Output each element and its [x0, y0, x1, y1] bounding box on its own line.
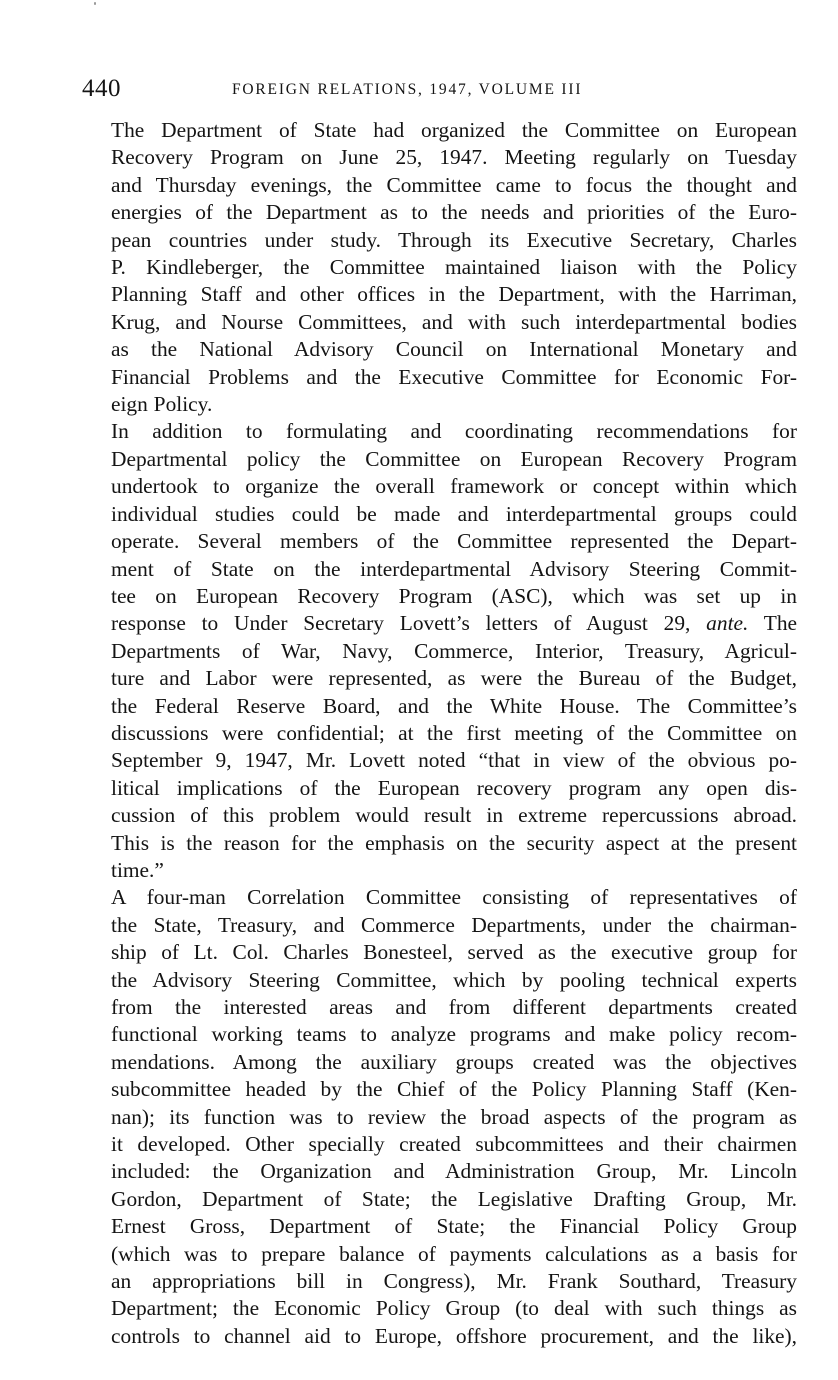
text-line: and Thursday evenings, the Committee came to focus the thought and: [111, 172, 797, 197]
text-line: P. Kindleberger, the Committee maintained liaison with the Policy: [111, 255, 797, 280]
text-line: discussions were confidential; at the first meeting of the Committee on: [111, 720, 797, 745]
text-line: litical implications of the European recovery program any open dis-: [111, 775, 797, 800]
text-line: Departments of War, Navy, Commerce, Interior, Treasury, Agricul-: [111, 638, 797, 663]
text-line: nan); its function was to review the broad aspects of the program as: [111, 1104, 797, 1129]
text-line: operate. Several members of the Committee represented the Depart-: [111, 529, 797, 554]
text-line: Gordon, Department of State; the Legislative Drafting Group, Mr.: [111, 1186, 797, 1211]
text-line: Departmental policy the Committee on European Recovery Program: [111, 446, 797, 471]
page-number: 440: [82, 75, 121, 102]
text-line: ment of State on the interdepartmental Advisory Steering Commit-: [111, 556, 797, 581]
text-line: included: the Organization and Administration Group, Mr. Lincoln: [111, 1159, 797, 1184]
text-line: mendations. Among the auxiliary groups created was the objectives: [111, 1049, 797, 1074]
text-line: Financial Problems and the Executive Committee for Economic For-: [111, 364, 797, 389]
text-line: the State, Treasury, and Commerce Departments, under the chairman-: [111, 912, 797, 937]
text-line: This is the reason for the emphasis on the security aspect at the present: [111, 830, 797, 855]
text-line: In addition to formulating and coordinating recommendations for: [111, 419, 797, 444]
text-line: the Federal Reserve Board, and the White House. The Committee’s: [111, 693, 797, 718]
text-line: an appropriations bill in Congress), Mr. Frank Southard, Treasury: [111, 1269, 797, 1294]
page-header: [82, 74, 802, 108]
text-line: eign Policy.: [111, 392, 213, 417]
text-line: tee on European Recovery Program (ASC), which was set up in: [111, 583, 797, 608]
text-line: energies of the Department as to the needs and priorities of the Euro-: [111, 200, 797, 225]
text-line: the Advisory Steering Committee, which by pooling technical experts: [111, 967, 797, 992]
text-line: functional working teams to analyze programs and make policy recom-: [111, 1022, 797, 1047]
body-text: [89, 117, 797, 1350]
paragraph-2: [89, 418, 797, 884]
text-line: Krug, and Nourse Committees, and with such interdepartmental bodies: [111, 309, 797, 334]
text-line: Planning Staff and other offices in the Department, with the Harriman,: [111, 282, 797, 307]
text-line: A four-man Correlation Committee consisting of representatives of: [111, 885, 797, 910]
text-line: undertook to organize the overall framework or concept within which: [111, 474, 797, 499]
text-line: cussion of this problem would result in extreme repercussions abroad.: [111, 803, 797, 828]
text-line: The Department of State had organized the Committee on European: [111, 118, 797, 142]
running-head: FOREIGN RELATIONS, 1947, VOLUME III: [232, 81, 583, 98]
text-line: from the interested areas and from different departments created: [111, 995, 797, 1019]
text-segment: The: [763, 611, 798, 636]
text-line: subcommittee headed by the Chief of the Policy Planning Staff (Ken-: [111, 1077, 797, 1102]
text-line: it developed. Other specially created subcommittees and their chairmen: [111, 1132, 797, 1157]
text-line: September 9, 1947, Mr. Lovett noted “that in view of the obvious po-: [111, 748, 797, 773]
text-line: individual studies could be made and interdepartmental groups could: [111, 501, 797, 526]
text-line: Department; the Economic Policy Group (to deal with such things as: [111, 1296, 797, 1321]
text-line: ship of Lt. Col. Charles Bonesteel, served as the executive group for: [111, 940, 797, 965]
text-line: Recovery Program on June 25, 1947. Meeting regularly on Tuesday: [111, 145, 797, 170]
text-line: ture and Labor were represented, as were the Bureau of the Budget,: [111, 666, 797, 691]
text-line: [89, 610, 797, 637]
scan-speck: [94, 2, 96, 5]
text-line: Ernest Gross, Department of State; the Financial Policy Group: [111, 1214, 797, 1239]
paragraph-3: [89, 884, 797, 1350]
text-line: (which was to prepare balance of payments calculations as a basis for: [111, 1241, 797, 1266]
text-line: pean countries under study. Through its Executive Secretary, Charles: [111, 227, 797, 252]
text-line: time.”: [111, 857, 164, 882]
text-line: as the National Advisory Council on International Monetary and: [111, 337, 797, 362]
text-line: controls to channel aid to Europe, offshore procurement, and the like),: [111, 1323, 797, 1348]
text-segment: response to Under Secretary Lovett’s letters of August 29,: [111, 611, 691, 636]
paragraph-1: [89, 117, 797, 418]
italic-reference: ante.: [706, 611, 749, 636]
